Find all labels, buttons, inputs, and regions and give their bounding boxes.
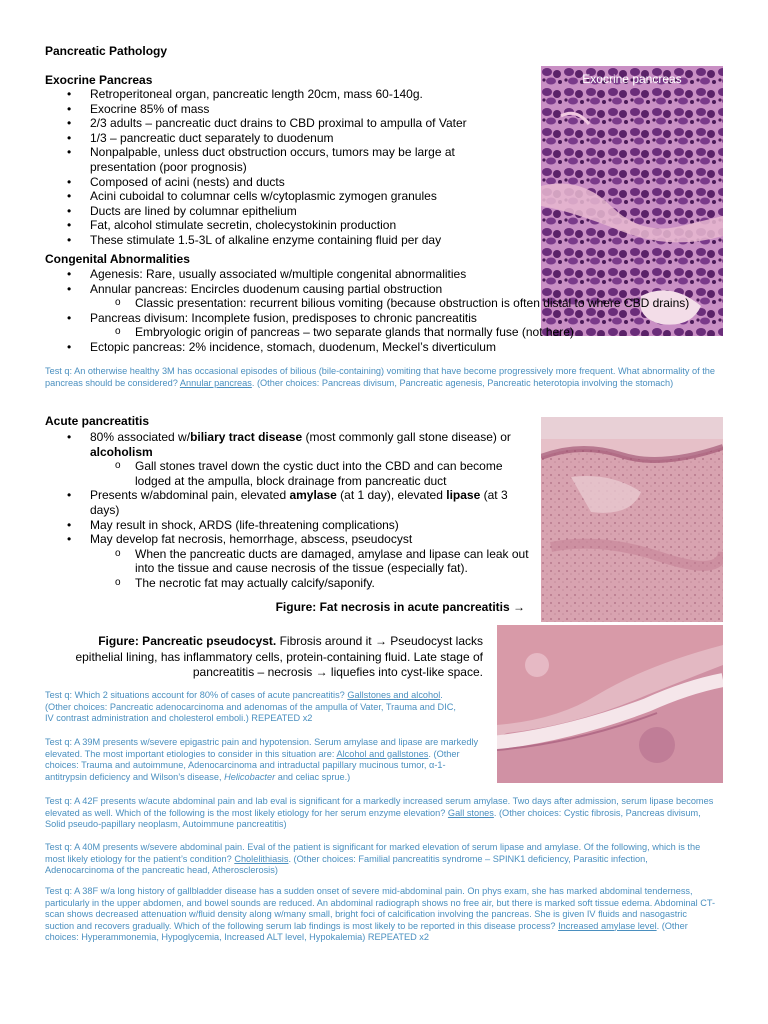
page-title: Pancreatic Pathology <box>45 44 168 58</box>
fat-necrosis-histology-image <box>541 417 723 622</box>
caption-text: Fibrosis around it → Pseudocyst lacks epithelial lining, has inflammatory cells, protein-containing fluid. Late stage of pancreatitis – necrosis → liquefies into cyst-like space. <box>75 634 483 679</box>
list-item <box>45 282 725 311</box>
test-question-1 <box>45 366 717 389</box>
bold-text: amylase <box>289 488 337 503</box>
other-choices: . (Other choices: Trauma and autoimmune, Adenocarcinoma and intraductal papillary mucinous tumor, α-1-antitrypsin deficiency and Wilson’s disease, <box>45 748 460 782</box>
question-text: Test q: An otherwise healthy 3M has occasional episodes of bilious (bile-containing) vomiting that have become progressively more frequent. What abnormality of the pancreas should be considered? <box>45 366 716 388</box>
list-item: • 2/3 adults – pancreatic duct drains to CBD proximal to ampulla of Vater <box>45 116 515 131</box>
list-item: • Composed of acini (nests) and ducts <box>45 175 515 190</box>
figure-caption-pseudocyst <box>55 634 483 681</box>
other-choices: . (Other choices: Cystic fibrosis, Pancreas divisum, Solid pseudo-papillary neoplasm, Autoimmune pancreatitis) <box>45 807 701 829</box>
answer: Cholelithiasis <box>234 853 289 864</box>
section-heading-exocrine: Exocrine Pancreas <box>45 73 153 87</box>
italic-text: Helicobacter <box>224 771 276 782</box>
question-text: Test q: A 38F w/a long history of gallbladder disease has a sudden onset of severe mid-abdominal pain. On phys exam, she has marked abdominal tenderness, particularly in the upper abdomen, and bowel sounds are reduced. An abdominal radiograph shows no free air, but there is marked soft tissue edema. Abdominal CT-scan shows decreased attenuation w/fluid density along w/many small, bright foci of calcification involving the pancreas. She is given IV fluids and nasogastric suction and recovers gradually. Which of the following serum lab findings is most likely to be reported in this disease process? <box>45 886 716 931</box>
list-item: • Fat, alcohol stimulate secretin, cholecystokinin production <box>45 218 515 233</box>
acute-list <box>45 430 533 591</box>
exocrine-list <box>45 87 515 248</box>
text: 80% associated w/ <box>90 430 191 444</box>
text: Presents w/abdominal pain, elevated <box>90 488 290 503</box>
test-question-4 <box>45 796 717 831</box>
sub-list-item: o When the pancreatic ducts are damaged, amylase and lipase can leak out into the tissue and cause necrosis of the tissue (especially fat). <box>90 547 533 576</box>
other-choices: . (Other choices: Hyperammonemia, Hypoglycemia, Increased ALT level, Hypokalemia) REPEATED x2 <box>45 920 688 942</box>
answer: Gall stones <box>447 807 494 818</box>
text: (at 1 day), elevated <box>336 488 447 503</box>
list-item: • Nonpalpable, unless duct obstruction occurs, tumors may be large at presentation (poor prognosis) <box>45 145 515 174</box>
question-text: Test q: A 42F presents w/acute abdominal pain and lab eval is significant for a markedly increased serum amylase. Two days after admission, serum lipase becomes elevated as well. Which of the following is the most likely etiology for her serum enzyme elevation? <box>45 796 714 818</box>
list-item: • Acini cuboidal to columnar cells w/cytoplasmic zymogen granules <box>45 189 515 204</box>
answer: Alcohol and gallstones <box>336 748 429 759</box>
list-item: • Agenesis: Rare, usually associated w/multiple congenital abnormalities <box>45 267 725 282</box>
other-choices: . (Other choices: Pancreas divisum, Pancreatic agenesis, Pancreatic heterotopia involving the stomach) <box>251 377 674 388</box>
test-question-2 <box>45 690 465 725</box>
list-item: • Ectopic pancreas: 2% incidence, stomach, duodenum, Meckel’s diverticulum <box>45 340 725 355</box>
list-item: • Exocrine 85% of mass <box>45 102 515 117</box>
answer: Increased amylase level <box>558 920 657 931</box>
list-item: • Ducts are lined by columnar epithelium <box>45 204 515 219</box>
list-item: • May result in shock, ARDS (life-threatening complications) <box>45 518 533 533</box>
section-heading-acute: Acute pancreatitis <box>45 414 150 428</box>
sub-list-item: o Embryologic origin of pancreas – two separate glands that normally fuse (not here) <box>90 325 725 340</box>
answer: Gallstones and alcohol <box>347 690 441 700</box>
list-item <box>45 311 725 340</box>
list-item: • These stimulate 1.5-3L of alkaline enzyme containing fluid per day <box>45 233 515 248</box>
bold-text: lipase <box>446 488 481 503</box>
test-question-3 <box>45 737 485 783</box>
question-text: Test q: Which 2 situations account for 80% of cases of acute pancreatitis? <box>45 690 348 700</box>
list-item: • Retroperitoneal organ, pancreatic length 20cm, mass 60-140g. <box>45 87 515 102</box>
answer: Annular pancreas <box>179 377 252 388</box>
text: (at 3 days) <box>90 488 508 517</box>
sub-list-item: o The necrotic fat may actually calcify/saponify. <box>90 576 533 591</box>
pseudocyst-histology-image <box>497 625 723 783</box>
list-item-text: Annular pancreas: Encircles duodenum causing partial obstruction <box>90 281 443 296</box>
caption-bold: Figure: Pancreatic pseudocyst. <box>98 634 277 648</box>
text: (most commonly gall stone disease) or <box>302 430 511 444</box>
list-item-text: May develop fat necrosis, hemorrhage, abscess, pseudocyst <box>90 532 413 547</box>
list-item-text: Pancreas divisum: Incomplete fusion, predisposes to chronic pancreatitis <box>90 310 477 325</box>
other-choices: . (Other choices: Familial pancreatitis syndrome – SPINK1 deficiency, Parasitic infection, Adenocarcinoma of the pancreatic head, Atherosclerosis) <box>45 853 648 875</box>
bold-text: biliary tract disease <box>190 430 303 444</box>
test-question-5 <box>45 842 717 877</box>
congenital-list <box>45 267 725 355</box>
sub-list-item: o Gall stones travel down the cystic duct into the CBD and can become lodged at the ampulla, block drainage from pancreatic duct <box>90 459 533 488</box>
sub-list-item: o Classic presentation: recurrent bilious vomiting (because obstruction is often distal to where CBD drains) <box>90 296 725 311</box>
bold-text: alcoholism <box>90 444 153 459</box>
list-item: • 1/3 – pancreatic duct separately to duodenum <box>45 131 515 146</box>
list-item <box>45 430 533 488</box>
other-choices-end: and celiac sprue.) <box>275 771 351 782</box>
list-item <box>45 488 533 517</box>
test-question-6 <box>45 886 717 944</box>
other-choices: . (Other choices: Pancreatic adenocarcinoma and adenomas of the ampulla of Vater, Trauma and DIC, IV contrast administration and cholesterol emboli.) REPEATED x2 <box>45 690 456 723</box>
image-label: Exocrine pancreas <box>582 72 682 86</box>
list-item <box>45 532 533 590</box>
question-text: Test q: A 40M presents w/severe abdominal pain. Eval of the patient is significant for marked elevation of serum lipase and amylase. Of the following, which is the most likely etiology for the patient’s condition? <box>45 842 701 864</box>
question-text: Test q: A 39M presents w/severe epigastric pain and hypotension. Serum amylase and lipase are markedly elevated. The most important etiologies to consider in this situation are: <box>45 737 479 759</box>
figure-caption-fat-necrosis: Figure: Fat necrosis in acute pancreatitis → <box>275 600 525 614</box>
section-heading-congenital: Congenital Abnormalities <box>45 252 190 266</box>
